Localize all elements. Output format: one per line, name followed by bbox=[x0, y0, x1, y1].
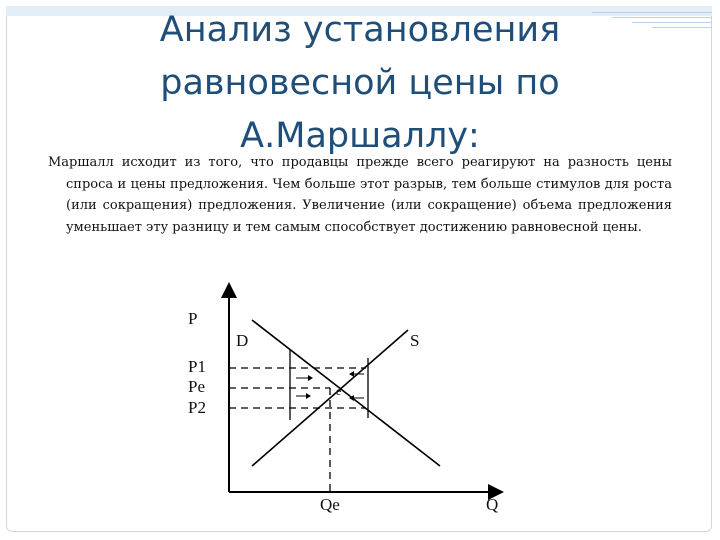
slide-decoration-lines bbox=[592, 8, 712, 48]
slide-title: Анализ установления равновесной цены по А.Маршаллу: bbox=[159, 10, 561, 156]
demand-label: D bbox=[236, 331, 249, 350]
supply-demand-diagram bbox=[178, 278, 512, 524]
quantity-label-qe: Qe bbox=[320, 495, 340, 514]
diagram-canvas bbox=[178, 278, 512, 524]
supply-curve bbox=[252, 330, 408, 466]
price-label-p2: P2 bbox=[188, 398, 206, 417]
price-label-pe: Pe bbox=[188, 377, 205, 396]
equilibrium-label: e bbox=[336, 384, 342, 398]
slide-body-text: Маршалл исходит из того, что продавцы прежде всего реагируют на разность цены спроса и цены предложения. Чем больше этот разрыв, тем больше стимулов для роста (или сокращения) предложения. Увеличение (или сокращение) объема предложения уменьшает эту разницу и тем самым способствует достижению равновесной цены. bbox=[48, 155, 672, 235]
axis-y-label: P bbox=[188, 309, 198, 328]
price-label-p1: P1 bbox=[188, 357, 206, 376]
supply-label: S bbox=[410, 331, 420, 350]
axis-x-label: Q bbox=[486, 495, 499, 514]
